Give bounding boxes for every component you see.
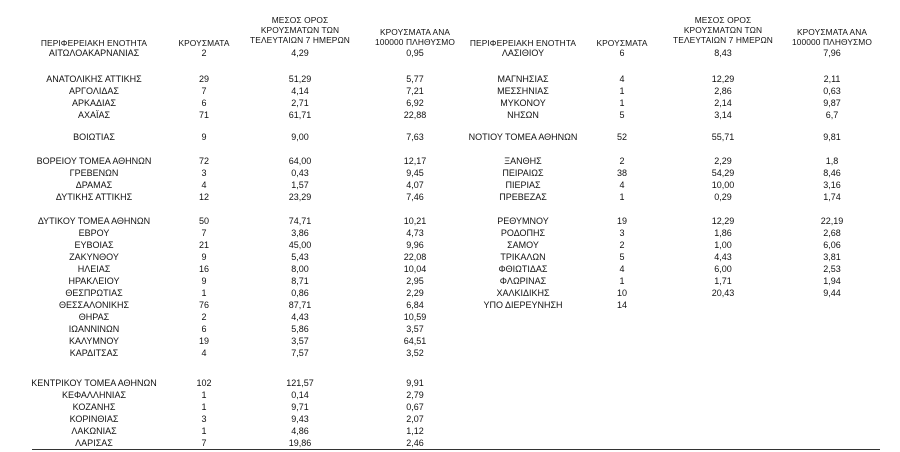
header-region-label: ΠΕΡΙΦΕΡΕΙΑΚΗ ΕΝΟΤΗΤΑ [40, 38, 148, 48]
left-per100k-value: 6,92 [406, 98, 424, 108]
left-avg7-value: 3,57 [291, 336, 309, 346]
right-cases-value: 2 [619, 156, 625, 166]
header-per100k-line2: 100000 ΠΛΗΘΥΣΜΟ [375, 37, 455, 47]
left-region-name: ΘΗΡΑΣ [78, 312, 110, 322]
left-avg7-value: 9,71 [291, 402, 309, 412]
left-avg7-value: 4,43 [291, 312, 309, 322]
right-per100k-value: 9,81 [823, 132, 841, 142]
right-cases-value: 1 [619, 276, 625, 286]
left-avg7-value: 9,00 [291, 132, 309, 142]
right-avg7-value: 8,43 [714, 48, 732, 58]
left-region-name: ΑΧΑΪΑΣ [77, 110, 111, 120]
left-region-name: ΕΒΡΟΥ [78, 228, 110, 238]
left-region-name: ΑΙΤΩΛΟΑΚΑΡΝΑΝΙΑΣ [48, 48, 140, 58]
left-per100k-value: 1,12 [406, 426, 424, 436]
left-per100k-value: 2,29 [406, 288, 424, 298]
left-avg7-value: 0,86 [291, 288, 309, 298]
header-region-label: ΠΕΡΙΦΕΡΕΙΑΚΗ ΕΝΟΤΗΤΑ [469, 38, 577, 48]
right-region-name: ΦΛΩΡΙΝΑΣ [499, 276, 547, 286]
left-cases-value: 1 [201, 402, 207, 412]
header-per100k-line2: 100000 ΠΛΗΘΥΣΜΟ [792, 37, 872, 47]
right-avg7-value: 2,29 [714, 156, 732, 166]
header-avg7-line1: ΜΕΣΟΣ ΟΡΟΣ [694, 15, 752, 25]
left-region-name: ΚΑΡΔΙΤΣΑΣ [69, 348, 119, 358]
header-avg7-line3: ΤΕΛΕΥΤΑΙΩΝ 7 ΗΜΕΡΩΝ [673, 35, 773, 45]
right-header-avg7 [663, 15, 783, 45]
left-cases-value: 16 [198, 264, 209, 274]
header-cases-label: ΚΡΟΥΣΜΑΤΑ [596, 38, 648, 48]
right-cases-value: 52 [616, 132, 627, 142]
right-avg7-value: 55,71 [711, 132, 735, 142]
left-avg7-value: 23,29 [288, 192, 312, 202]
right-avg7-value: 54,29 [711, 168, 735, 178]
left-avg7-value: 61,71 [288, 110, 312, 120]
left-region-name: ΗΛΕΙΑΣ [77, 264, 111, 274]
left-region-name: ΚΕΝΤΡΙΚΟΥ ΤΟΜΕΑ ΑΘΗΝΩΝ [31, 378, 157, 388]
right-region-name: ΝΟΤΙΟΥ ΤΟΜΕΑ ΑΘΗΝΩΝ [468, 132, 578, 142]
left-avg7-value: 5,43 [291, 252, 309, 262]
left-region-name: ΚΑΛΥΜΝΟΥ [68, 336, 120, 346]
left-region-name: ΛΑΚΩΝΙΑΣ [71, 426, 117, 436]
left-cases-value: 72 [198, 156, 209, 166]
right-region-name: ΜΕΣΣΗΝΙΑΣ [497, 86, 549, 96]
right-avg7-value: 10,00 [711, 180, 735, 190]
right-per100k-value: 3,81 [823, 252, 841, 262]
header-avg7-line1: ΜΕΣΟΣ ΟΡΟΣ [271, 15, 329, 25]
left-region-name: ΔΥΤΙΚΗΣ ΑΤΤΙΚΗΣ [55, 192, 133, 202]
left-per100k-value: 22,88 [403, 110, 427, 120]
left-avg7-value: 45,00 [288, 240, 312, 250]
left-region-name: ΑΝΑΤΟΛΙΚΗΣ ΑΤΤΙΚΗΣ [46, 74, 142, 84]
left-region-name: ΓΡΕΒΕΝΩΝ [69, 168, 119, 178]
right-per100k-value: 1,74 [823, 192, 841, 202]
left-avg7-value: 121,57 [286, 378, 314, 388]
right-per100k-value: 7,96 [823, 48, 841, 58]
right-region-name: ΞΑΝΘΗΣ [504, 156, 542, 166]
left-avg7-value: 2,71 [291, 98, 309, 108]
left-per100k-value: 0,67 [406, 402, 424, 412]
left-per100k-value: 12,17 [403, 156, 427, 166]
right-cases-value: 14 [616, 300, 627, 310]
left-per100k-value: 0,95 [406, 48, 424, 58]
left-avg7-value: 5,86 [291, 324, 309, 334]
left-per100k-value: 2,79 [406, 390, 424, 400]
header-avg7-line3: ΤΕΛΕΥΤΑΙΩΝ 7 ΗΜΕΡΩΝ [250, 35, 350, 45]
left-cases-value: 21 [198, 240, 209, 250]
left-region-name: ΑΡΓΟΛΙΔΑΣ [69, 86, 119, 96]
right-cases-value: 6 [619, 48, 625, 58]
right-region-name: ΠΙΕΡΙΑΣ [505, 180, 541, 190]
left-per100k-value: 9,91 [406, 378, 424, 388]
right-per100k-value: 2,11 [823, 74, 841, 84]
header-cases-label: ΚΡΟΥΣΜΑΤΑ [178, 38, 230, 48]
left-per100k-value: 10,04 [403, 264, 427, 274]
right-cases-value: 19 [616, 216, 627, 226]
left-region-name: ΙΩΑΝΝΙΝΩΝ [68, 324, 120, 334]
left-region-name: ΒΟΡΕΙΟΥ ΤΟΜΕΑ ΑΘΗΝΩΝ [36, 156, 152, 166]
right-cases-value: 3 [619, 228, 625, 238]
left-avg7-value: 8,00 [291, 264, 309, 274]
left-per100k-value: 22,08 [403, 252, 427, 262]
left-cases-value: 2 [201, 312, 207, 322]
right-per100k-value: 2,53 [823, 264, 841, 274]
right-region-name: ΛΑΣΙΘΙΟΥ [501, 48, 545, 58]
right-per100k-value: 6,06 [823, 240, 841, 250]
right-region-name: ΧΑΛΚΙΔΙΚΗΣ [496, 288, 550, 298]
left-cases-value: 4 [201, 180, 207, 190]
right-avg7-value: 12,29 [711, 216, 735, 226]
right-cases-value: 2 [619, 240, 625, 250]
left-region-name: ΚΟΡΙΝΘΙΑΣ [69, 414, 119, 424]
right-cases-value: 10 [616, 288, 627, 298]
right-cases-value: 5 [619, 252, 625, 262]
left-cases-value: 1 [201, 288, 207, 298]
right-per100k-value: 9,44 [823, 288, 841, 298]
right-avg7-value: 1,00 [714, 240, 732, 250]
right-region-name: ΤΡΙΚΑΛΩΝ [500, 252, 546, 262]
left-per100k-value: 2,07 [406, 414, 424, 424]
left-per100k-value: 10,21 [403, 216, 427, 226]
left-per100k-value: 7,46 [406, 192, 424, 202]
table-bottom-rule [32, 449, 880, 450]
right-cases-value: 5 [619, 110, 625, 120]
right-avg7-value: 0,29 [714, 192, 732, 202]
right-region-name: ΡΕΘΥΜΝΟΥ [497, 216, 549, 226]
left-region-name: ΕΥΒΟΙΑΣ [74, 240, 114, 250]
right-avg7-value: 2,86 [714, 86, 732, 96]
right-region-name: ΠΡΕΒΕΖΑΣ [499, 192, 547, 202]
right-per100k-value: 1,8 [825, 156, 839, 166]
left-header-region [26, 38, 162, 48]
left-cases-value: 1 [201, 390, 207, 400]
left-cases-value: 2 [201, 48, 207, 58]
left-avg7-value: 0,14 [291, 390, 309, 400]
left-region-name: ΑΡΚΑΔΙΑΣ [71, 98, 117, 108]
right-avg7-value: 20,43 [711, 288, 735, 298]
left-cases-value: 9 [201, 252, 207, 262]
right-region-name: ΜΥΚΟΝΟΥ [500, 98, 546, 108]
left-cases-value: 6 [201, 98, 207, 108]
left-per100k-value: 3,52 [406, 348, 424, 358]
header-per100k-line1: ΚΡΟΥΣΜΑΤΑ ΑΝΑ [379, 27, 451, 37]
left-per100k-value: 5,77 [406, 74, 424, 84]
right-cases-value: 1 [619, 86, 625, 96]
right-per100k-value: 2,68 [823, 228, 841, 238]
header-per100k-line1: ΚΡΟΥΣΜΑΤΑ ΑΝΑ [796, 27, 868, 37]
left-cases-value: 1 [201, 426, 207, 436]
header-avg7-line2: ΚΡΟΥΣΜΑΤΩΝ ΤΩΝ [683, 25, 763, 35]
right-cases-value: 38 [616, 168, 627, 178]
right-per100k-value: 22,19 [820, 216, 844, 226]
left-header-avg7 [242, 15, 358, 45]
left-per100k-value: 7,63 [406, 132, 424, 142]
left-avg7-value: 19,86 [288, 438, 312, 448]
left-per100k-value: 7,21 [406, 86, 424, 96]
right-cases-value: 4 [619, 74, 625, 84]
left-avg7-value: 87,71 [288, 300, 312, 310]
right-header-region [451, 38, 595, 48]
left-avg7-value: 1,57 [291, 180, 309, 190]
left-cases-value: 9 [201, 132, 207, 142]
header-avg7-line2: ΚΡΟΥΣΜΑΤΩΝ ΤΩΝ [260, 25, 340, 35]
left-cases-value: 12 [198, 192, 209, 202]
left-region-name: ΚΕΦΑΛΛΗΝΙΑΣ [61, 390, 127, 400]
left-per100k-value: 3,57 [406, 324, 424, 334]
right-region-name: ΣΑΜΟΥ [507, 240, 539, 250]
right-per100k-value: 3,16 [823, 180, 841, 190]
right-avg7-value: 6,00 [714, 264, 732, 274]
right-region-name: ΡΟΔΟΠΗΣ [500, 228, 546, 238]
left-header-cases [172, 38, 236, 48]
right-region-name: ΦΘΙΩΤΙΔΑΣ [498, 264, 548, 274]
left-cases-value: 3 [201, 168, 207, 178]
right-per100k-value: 0,63 [823, 86, 841, 96]
left-cases-value: 19 [198, 336, 209, 346]
left-per100k-value: 9,96 [406, 240, 424, 250]
left-cases-value: 76 [198, 300, 209, 310]
left-region-name: ΔΡΑΜΑΣ [75, 180, 113, 190]
left-per100k-value: 4,73 [406, 228, 424, 238]
left-cases-value: 50 [198, 216, 209, 226]
left-per100k-value: 10,59 [403, 312, 427, 322]
right-avg7-value: 1,71 [714, 276, 732, 286]
left-cases-value: 4 [201, 348, 207, 358]
right-region-name: ΥΠΟ ΔΙΕΡΕΥΝΗΣΗ [483, 300, 563, 310]
right-avg7-value: 4,43 [714, 252, 732, 262]
left-avg7-value: 4,29 [291, 48, 309, 58]
left-region-name: ΚΟΖΑΝΗΣ [72, 402, 116, 412]
left-per100k-value: 2,46 [406, 438, 424, 448]
left-avg7-value: 8,71 [291, 276, 309, 286]
left-avg7-value: 74,71 [288, 216, 312, 226]
left-region-name: ΖΑΚΥΝΘΟΥ [69, 252, 119, 262]
right-cases-value: 4 [619, 180, 625, 190]
right-per100k-value: 1,94 [823, 276, 841, 286]
left-cases-value: 7 [201, 228, 207, 238]
right-region-name: ΝΗΣΩΝ [507, 110, 539, 120]
left-cases-value: 6 [201, 324, 207, 334]
right-cases-value: 1 [619, 98, 625, 108]
right-avg7-value: 12,29 [711, 74, 735, 84]
left-cases-value: 9 [201, 276, 207, 286]
right-cases-value: 4 [619, 264, 625, 274]
left-avg7-value: 4,86 [291, 426, 309, 436]
left-avg7-value: 64,00 [288, 156, 312, 166]
left-region-name: ΘΕΣΣΑΛΟΝΙΚΗΣ [58, 300, 130, 310]
left-cases-value: 29 [198, 74, 209, 84]
left-avg7-value: 0,43 [291, 168, 309, 178]
left-region-name: ΗΡΑΚΛΕΙΟΥ [68, 276, 120, 286]
right-avg7-value: 1,86 [714, 228, 732, 238]
left-cases-value: 7 [201, 86, 207, 96]
left-cases-value: 102 [196, 378, 212, 388]
right-cases-value: 1 [619, 192, 625, 202]
left-avg7-value: 51,29 [288, 74, 312, 84]
right-per100k-value: 9,87 [823, 98, 841, 108]
left-region-name: ΛΑΡΙΣΑΣ [75, 438, 113, 448]
left-per100k-value: 6,84 [406, 300, 424, 310]
right-region-name: ΜΑΓΝΗΣΙΑΣ [497, 74, 549, 84]
left-region-name: ΒΟΙΩΤΙΑΣ [73, 132, 115, 142]
right-header-per100k [780, 27, 884, 47]
left-per100k-value: 4,07 [406, 180, 424, 190]
right-per100k-value: 8,46 [823, 168, 841, 178]
right-header-cases [590, 38, 654, 48]
left-per100k-value: 9,45 [406, 168, 424, 178]
left-per100k-value: 2,95 [406, 276, 424, 286]
left-avg7-value: 7,57 [291, 348, 309, 358]
left-region-name: ΔΥΤΙΚΟΥ ΤΟΜΕΑ ΑΘΗΝΩΝ [37, 216, 151, 226]
left-avg7-value: 3,86 [291, 228, 309, 238]
right-region-name: ΠΕΙΡΑΙΩΣ [502, 168, 544, 178]
left-avg7-value: 4,14 [291, 86, 309, 96]
right-avg7-value: 2,14 [714, 98, 732, 108]
right-per100k-value: 6,7 [825, 110, 839, 120]
left-per100k-value: 64,51 [403, 336, 427, 346]
left-cases-value: 3 [201, 414, 207, 424]
left-cases-value: 7 [201, 438, 207, 448]
right-avg7-value: 3,14 [714, 110, 732, 120]
left-region-name: ΘΕΣΠΡΩΤΙΑΣ [65, 288, 123, 298]
left-avg7-value: 9,43 [291, 414, 309, 424]
left-cases-value: 71 [198, 110, 209, 120]
